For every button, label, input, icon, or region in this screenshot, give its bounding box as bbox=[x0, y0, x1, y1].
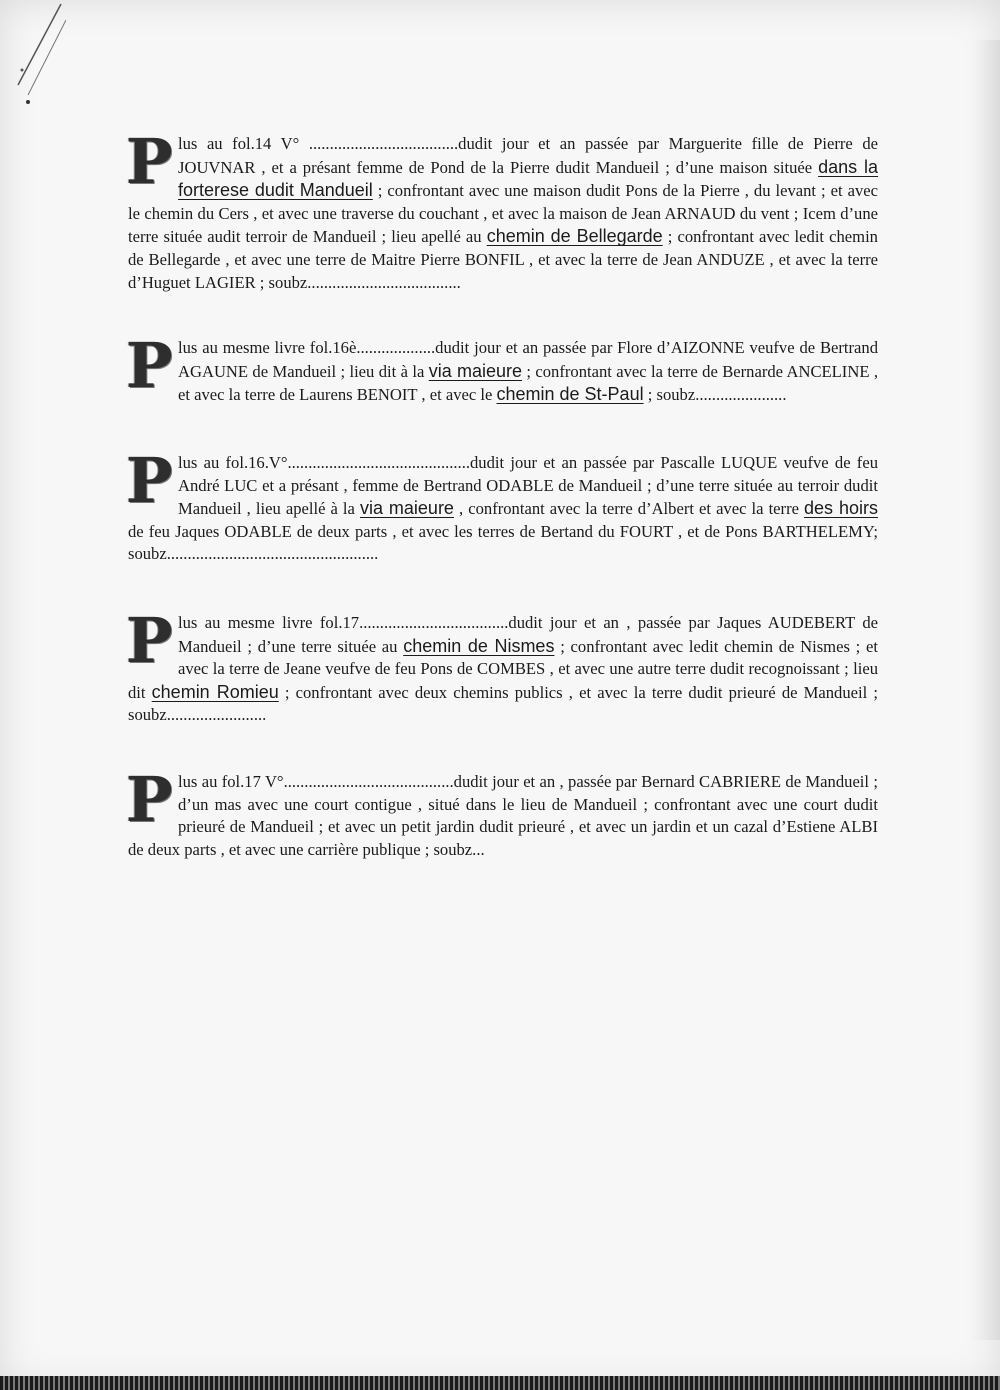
dropcap-letter: P bbox=[126, 763, 171, 836]
paragraph-fol-17-v bbox=[126, 763, 878, 861]
dropcap-letter: P bbox=[126, 329, 171, 402]
body-text: ; confrontant avec la terre de Bernarde ANCELINE , et avec la terre de Laurens BENOIT , et avec le bbox=[178, 361, 878, 405]
body-text: lus au mesme livre fol.16è...................dudit jour et an passée par Flore d’AIZONNE veufve de Bertrand AGAUNE de Mandueil ; lieu dit à la bbox=[178, 338, 878, 381]
dropcap-letter: P bbox=[126, 604, 171, 677]
underlined-place-name: via maieure bbox=[359, 498, 454, 519]
dropcap-letter: P bbox=[126, 125, 171, 198]
page-edge-shadow bbox=[970, 40, 1000, 1340]
underlined-place-name: des hoirs bbox=[804, 498, 878, 519]
paragraph-fol-14-v bbox=[126, 125, 878, 294]
corner-pen-marks bbox=[6, 0, 66, 110]
body-text: lus au fol.17 V°.........................................dudit jour et an , passée par Bernard CABRIERE de Mandueil ; d’un mas avec une court contigue , situé dans le lieu de Mandueil ; confrontant avec une court dudit prieuré de Mandueil ; et avec un petit jardin dudit prieuré , et avec un jardin et un cazal d’Estiene ALBI de deux parts , et avec une carrière publique ; soubz... bbox=[128, 772, 878, 859]
body-text: lus au fol.16.V°............................................dudit jour et an passée par Pascalle LUQUE veufve de feu André LUC et a présant , femme de Bertrand ODABLE de Mandueil ; d’une terre située au terroir dudit Mandueil , lieu apellé à la bbox=[178, 453, 878, 519]
paragraph-fol-16-v bbox=[126, 444, 878, 566]
underlined-place-name: dans la forterese dudit Mandueil bbox=[178, 156, 878, 201]
underlined-place-name: via maieure bbox=[428, 360, 523, 381]
body-text: lus au mesme livre fol.17....................................dudit jour et an , passée par Jaques AUDEBERT de Mandueil ; d’une terre située au bbox=[178, 613, 878, 656]
underlined-place-name: chemin Romieu bbox=[151, 681, 279, 702]
body-text: ; confrontant avec ledit chemin de Nismes ; et avec la terre de Jeane veufve de feu Pons de COMBES , et avec une autre terre dudit recognoissant ; lieu dit bbox=[128, 636, 878, 702]
underlined-place-name: chemin de Bellegarde bbox=[486, 226, 663, 247]
dropcap-letter: P bbox=[126, 444, 171, 517]
body-text: ; soubz...................... bbox=[643, 385, 787, 405]
underlined-place-name: chemin de Nismes bbox=[403, 635, 555, 656]
body-text: de feu Jaques ODABLE de deux parts , et avec les terres de Bertand du FOURT , et de Pons BARTHELEMY; soubz................................................... bbox=[128, 521, 878, 564]
scanner-edge-strip bbox=[0, 1376, 1000, 1390]
body-text: lus au fol.14 V° ....................................dudit jour et an passée par Marguerite fille de Pierre de JOUVNAR , et a présant femme de Pond de la Pierre dudit Mandueil ; d’une maison située bbox=[178, 134, 878, 177]
paragraph-fol-17 bbox=[126, 604, 878, 727]
body-text: ; confrontant avec deux chemins publics , et avec la terre dudit prieuré de Mandueil ; soubz........................ bbox=[128, 682, 878, 725]
body-text: ; confrontant avec une maison dudit Pons de la Pierre , du levant ; et avec le chemin du Cers , et avec une traverse du couchant , et avec la maison de Jean ARNAUD du vent ; Icem d’une terre située audit terroir de Mandueil ; lieu apellé au bbox=[128, 181, 878, 247]
body-text: ; confrontant avec ledit chemin de Bellegarde , et avec une terre de Maitre Pierre BONFIL , et avec la terre de Jean ANDUZE , et avec la terre d’Huguet LAGIER ; soubz..................................... bbox=[128, 227, 878, 292]
paragraph-fol-16e bbox=[126, 329, 878, 407]
body-text: , confrontant avec la terre d’Albert et avec la terre bbox=[453, 499, 805, 519]
underlined-place-name: chemin de St-Paul bbox=[496, 384, 644, 405]
